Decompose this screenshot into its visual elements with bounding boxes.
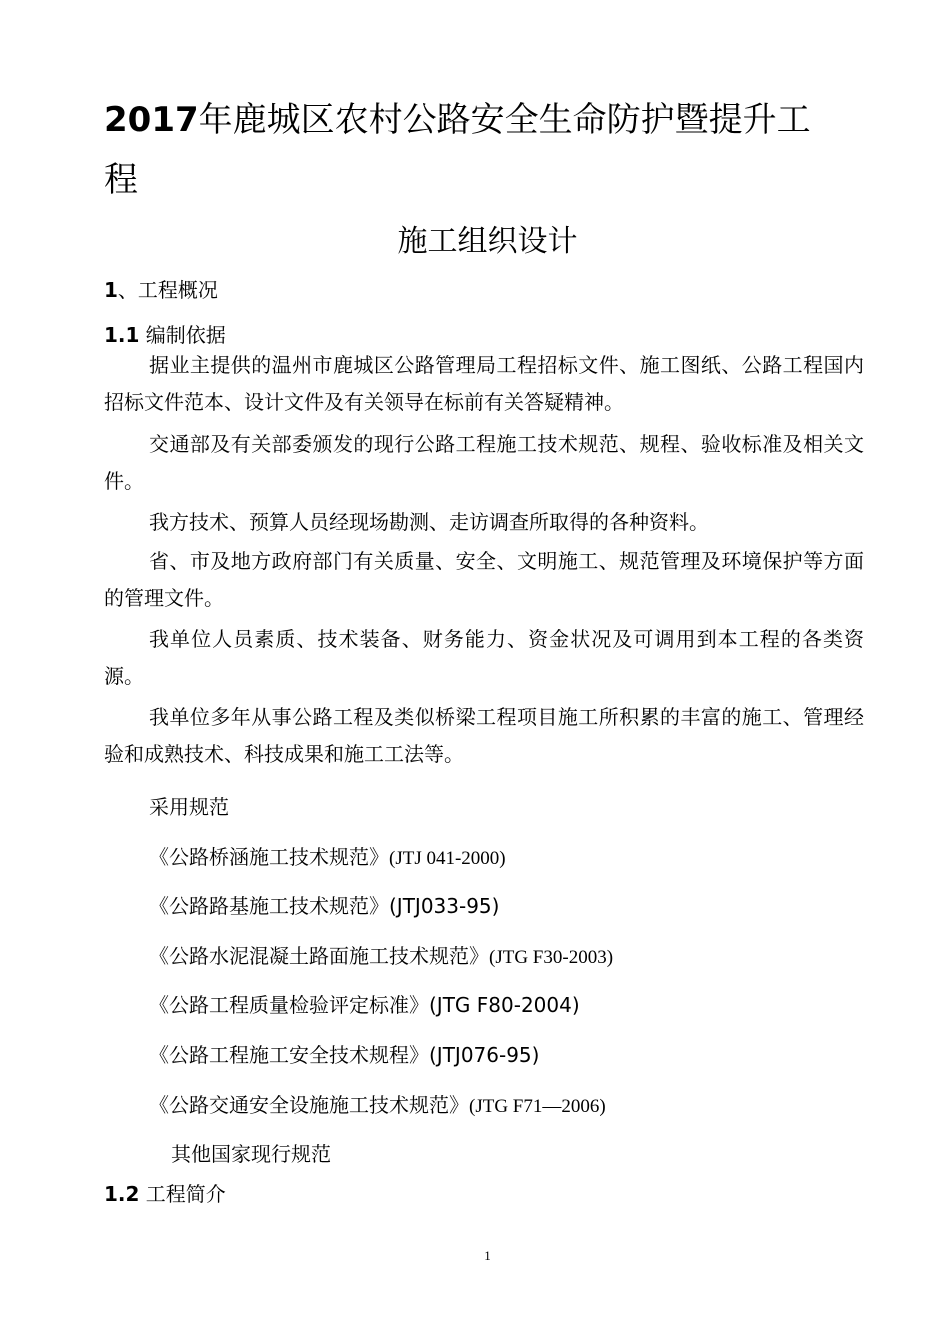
- title-text: 年鹿城区农村公路安全生命防护暨提升工: [198, 100, 811, 140]
- standard-name: 《公路水泥混凝土路面施工技术规范》: [149, 944, 489, 968]
- section-number: 1: [104, 278, 118, 302]
- title-year: 2017: [104, 100, 199, 140]
- standard-item: [149, 842, 506, 874]
- paragraph-basis-government: 省、市及地方政府部门有关质量、安全、文明施工、规范管理及环境保护等方面的管理文件。: [104, 549, 864, 610]
- standard-code: (JTG F30-2003): [489, 947, 614, 968]
- standard-name: 《公路桥涵施工技术规范》: [149, 845, 389, 869]
- standard-item: [149, 1040, 539, 1070]
- standard-name: 《公路交通安全设施施工技术规范》: [149, 1093, 469, 1117]
- paragraph-basis-resources: 我单位人员素质、技术装备、财务能力、资金状况及可调用到本工程的各类资源。: [104, 627, 864, 688]
- standard-name: 《公路路基施工技术规范》: [149, 894, 389, 918]
- section-title: 、工程概况: [117, 278, 218, 302]
- other-standards: 其他国家现行规范: [171, 1142, 331, 1166]
- document-title-line-1: [104, 90, 811, 150]
- standard-item: [149, 1090, 606, 1122]
- section-number: 1.2: [104, 1182, 140, 1206]
- section-number: 1.1: [104, 323, 140, 347]
- page-number: 1: [484, 1248, 491, 1263]
- standard-code: (JTJ033-95): [389, 894, 500, 918]
- standard-name: 《公路工程质量检验评定标准》: [149, 993, 429, 1017]
- section-heading-1-2: [104, 1179, 226, 1209]
- section-heading-1-1: [104, 320, 226, 350]
- standard-item: [149, 941, 613, 973]
- paragraph-basis-regulations: 交通部及有关部委颁发的现行公路工程施工技术规范、规程、验收标准及相关文件。: [104, 432, 864, 493]
- standard-code: (JTG F80-2004): [429, 993, 580, 1017]
- paragraph-basis-tender: 据业主提供的温州市鹿城区公路管理局工程招标文件、施工图纸、公路工程国内招标文件范本、设计文件及有关领导在标前有关答疑精神。: [104, 353, 864, 414]
- standard-name: 《公路工程施工安全技术规程》: [149, 1043, 429, 1067]
- document-subtitle: 施工组织设计: [397, 224, 578, 259]
- standards-heading: 采用规范: [149, 795, 229, 819]
- section-title: 编制依据: [139, 323, 226, 347]
- standard-code: (JTJ076-95): [429, 1043, 540, 1067]
- standard-item: [149, 891, 499, 921]
- section-title: 工程简介: [139, 1182, 226, 1206]
- standard-item: [149, 990, 580, 1020]
- standard-code: (JTG F71—2006): [469, 1096, 606, 1117]
- document-title-line-2: 程: [104, 160, 138, 200]
- section-heading-1: [104, 275, 218, 305]
- paragraph-basis-survey: 我方技术、预算人员经现场勘测、走访调查所取得的各种资料。: [149, 510, 709, 534]
- standard-code: (JTJ 041-2000): [389, 848, 506, 869]
- paragraph-basis-experience: 我单位多年从事公路工程及类似桥梁工程项目施工所积累的丰富的施工、管理经验和成熟技术、科技成果和施工工法等。: [104, 705, 864, 766]
